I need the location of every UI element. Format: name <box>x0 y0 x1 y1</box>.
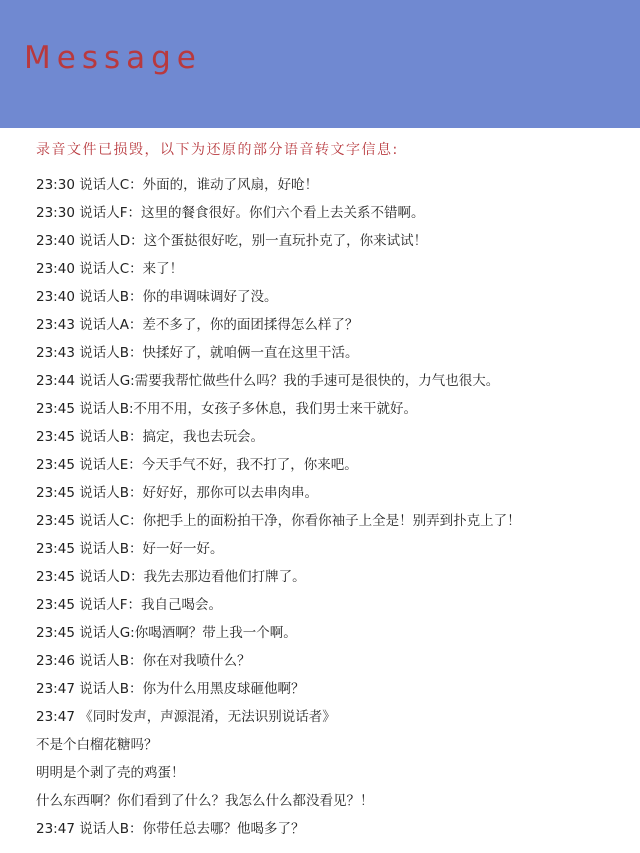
transcript-line: 23:47 说话人B：你带任总去哪？他喝多了？ <box>36 821 305 837</box>
transcript-line: 不是个白榴花糖吗？ <box>36 737 158 753</box>
transcript-line: 23:45 说话人E：今天手气不好，我不打了，你来吧。 <box>36 457 358 473</box>
transcript-line: 23:45 说话人B：好一好一好。 <box>36 541 224 557</box>
transcript-line: 23:30 说话人C：外面的，谁动了风扇，好呛！ <box>36 177 319 193</box>
transcript-line: 23:45 说话人G:你喝酒啊？带上我一个啊。 <box>36 625 297 641</box>
transcript-line: 23:45 说话人B：好好好，那你可以去串肉串。 <box>36 485 318 501</box>
transcript-line: 23:45 说话人D：我先去那边看他们打牌了。 <box>36 569 306 585</box>
transcript-line: 23:46 说话人B：你在对我喷什么？ <box>36 653 251 669</box>
transcript-line: 23:40 说话人C：来了！ <box>36 261 184 277</box>
transcript-line: 23:45 说话人B：搞定，我也去玩会。 <box>36 429 264 445</box>
transcript-list <box>36 171 626 843</box>
transcript-line: 什么东西啊？你们看到了什么？我怎么什么都没看见？！ <box>36 793 374 809</box>
transcript-line: 23:47 说话人B：你为什么用黑皮球砸他啊？ <box>36 681 305 697</box>
transcript-line: 明明是个剥了壳的鸡蛋！ <box>36 765 185 781</box>
transcript-line: 23:43 说话人B：快揉好了，就咱俩一直在这里干活。 <box>36 345 359 361</box>
transcript-line: 23:43 说话人A：差不多了，你的面团揉得怎么样了？ <box>36 317 359 333</box>
transcript-line: 23:45 说话人F：我自己喝会。 <box>36 597 222 613</box>
transcript-line: 23:45 说话人C：你把手上的面粉拍干净，你看你袖子上全是！别弄到扑克上了！ <box>36 513 521 529</box>
transcript-line: 23:30 说话人F：这里的餐食很好。你们六个看上去关系不错啊。 <box>36 205 425 221</box>
intro-text: 录音文件已损毁，以下为还原的部分语音转文字信息: <box>36 142 399 158</box>
transcript-line: 23:44 说话人G:需要我帮忙做些什么吗？我的手速可是很快的，力气也很大。 <box>36 373 500 389</box>
transcript-line: 23:40 说话人B：你的串调味调好了没。 <box>36 289 278 305</box>
header-banner <box>0 0 640 128</box>
page-title: Message <box>24 40 202 76</box>
transcript-line: 23:40 说话人D：这个蛋挞很好吃，别一直玩扑克了，你来试试！ <box>36 233 428 249</box>
transcript-line: 23:47 《同时发声，声源混淆，无法识别说话者》 <box>36 709 336 725</box>
transcript-line: 23:45 说话人B:不用不用，女孩子多休息，我们男士来干就好。 <box>36 401 418 417</box>
